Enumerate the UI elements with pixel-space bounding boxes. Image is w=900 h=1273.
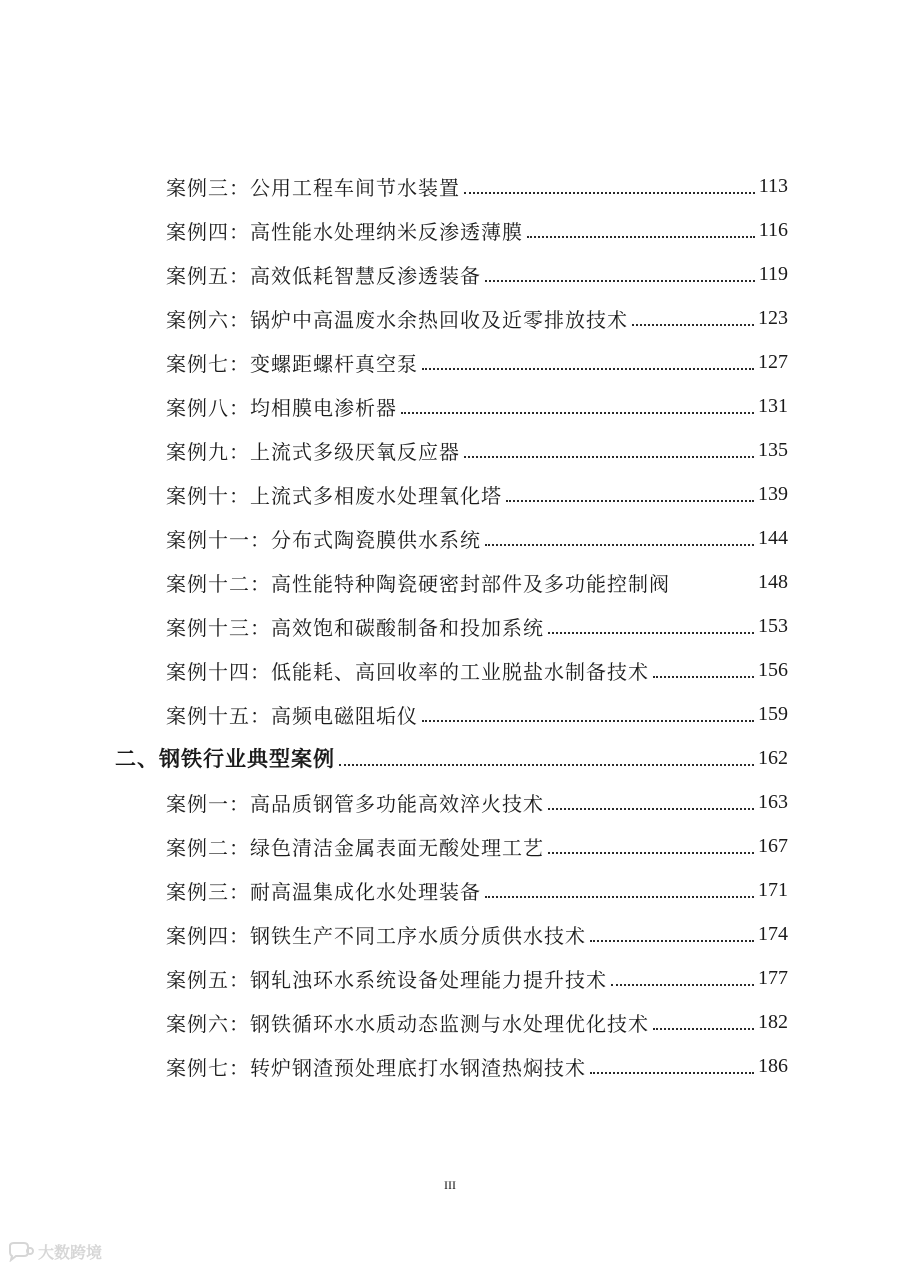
toc-dot-leader — [422, 368, 754, 370]
toc-entry-label: 案例四：高性能水处理纳米反渗透薄膜 — [166, 219, 523, 244]
toc-dot-leader — [464, 456, 754, 458]
toc-case-entry[interactable] — [0, 208, 788, 252]
toc-case-entry[interactable] — [0, 692, 788, 736]
toc-dot-leader — [485, 544, 754, 546]
toc-case-entry[interactable] — [0, 472, 788, 516]
toc-entry-label: 案例三：耐高温集成化水处理装备 — [166, 879, 481, 904]
toc-section-entry[interactable] — [0, 736, 788, 780]
toc-entry-page: 186 — [758, 1054, 788, 1077]
toc-entry-label: 案例十：上流式多相废水处理氧化塔 — [166, 483, 502, 508]
toc-dot-leader — [548, 852, 754, 854]
toc-entry-page: 153 — [758, 614, 788, 637]
toc-dot-leader — [339, 764, 754, 766]
toc-entry-label: 案例十五：高频电磁阻垢仪 — [166, 703, 418, 728]
toc-case-entry[interactable] — [0, 340, 788, 384]
toc-case-entry[interactable] — [0, 428, 788, 472]
toc-dot-leader — [590, 1072, 754, 1074]
table-of-contents — [0, 164, 900, 1088]
toc-entry-page: 162 — [758, 746, 788, 769]
toc-case-entry[interactable] — [0, 868, 788, 912]
toc-entry-page: 156 — [758, 658, 788, 681]
toc-entry-page: 148 — [758, 570, 788, 593]
toc-entry-label: 案例四：钢铁生产不同工序水质分质供水技术 — [166, 923, 586, 948]
toc-entry-page: 163 — [758, 790, 788, 813]
toc-entry-page: 144 — [758, 526, 788, 549]
toc-dot-leader — [401, 412, 754, 414]
toc-entry-label: 案例二：绿色清洁金属表面无酸处理工艺 — [166, 835, 544, 860]
toc-entry-page: 171 — [758, 878, 788, 901]
toc-case-entry[interactable] — [0, 560, 788, 604]
toc-entry-label: 案例八：均相膜电渗析器 — [166, 395, 397, 420]
toc-case-entry[interactable] — [0, 296, 788, 340]
toc-entry-label: 案例七：变螺距螺杆真空泵 — [166, 351, 418, 376]
toc-entry-label: 二、钢铁行业典型案例 — [115, 746, 335, 771]
page-number: III — [444, 1178, 456, 1192]
toc-entry-label: 案例三：公用工程车间节水装置 — [166, 175, 460, 200]
toc-entry-label: 案例十二：高性能特种陶瓷硬密封部件及多功能控制阀 — [166, 571, 670, 596]
toc-case-entry[interactable] — [0, 956, 788, 1000]
toc-entry-label: 案例五：钢轧浊环水系统设备处理能力提升技术 — [166, 967, 607, 992]
toc-dot-leader — [590, 940, 754, 942]
toc-case-entry[interactable] — [0, 648, 788, 692]
toc-entry-page: 127 — [758, 350, 788, 373]
toc-dot-leader — [548, 632, 754, 634]
toc-entry-page: 123 — [758, 306, 788, 329]
toc-entry-label: 案例六：锅炉中高温废水余热回收及近零排放技术 — [166, 307, 628, 332]
watermark-text: 大数跨境 — [38, 1243, 103, 1262]
toc-entry-label: 案例六：钢铁循环水水质动态监测与水处理优化技术 — [166, 1011, 649, 1036]
toc-entry-page: 182 — [758, 1010, 788, 1033]
toc-entry-page: 116 — [758, 218, 788, 241]
toc-dot-leader — [632, 324, 754, 326]
toc-entry-label: 案例十三：高效饱和碳酸制备和投加系统 — [166, 615, 544, 640]
toc-case-entry[interactable] — [0, 1044, 788, 1088]
toc-entry-label: 案例五：高效低耗智慧反渗透装备 — [166, 263, 481, 288]
toc-dot-leader — [527, 236, 755, 238]
toc-dot-leader — [653, 1028, 754, 1030]
toc-dot-leader — [422, 720, 754, 722]
toc-dot-leader — [485, 280, 755, 282]
toc-case-entry[interactable] — [0, 780, 788, 824]
toc-dot-leader — [653, 676, 754, 678]
toc-entry-page: 113 — [758, 174, 788, 197]
chat-logo-icon — [6, 1242, 34, 1262]
toc-entry-page: 177 — [758, 966, 788, 989]
toc-entry-label: 案例十一：分布式陶瓷膜供水系统 — [166, 527, 481, 552]
toc-case-entry[interactable] — [0, 1000, 788, 1044]
toc-entry-page: 159 — [758, 702, 788, 725]
toc-entry-label: 案例九：上流式多级厌氧反应器 — [166, 439, 460, 464]
toc-case-entry[interactable] — [0, 252, 788, 296]
toc-case-entry[interactable] — [0, 604, 788, 648]
watermark — [6, 1240, 102, 1263]
toc-case-entry[interactable] — [0, 824, 788, 868]
toc-case-entry[interactable] — [0, 912, 788, 956]
toc-dot-leader — [611, 984, 754, 986]
toc-case-entry[interactable] — [0, 164, 788, 208]
toc-entry-label: 案例十四：低能耗、高回收率的工业脱盐水制备技术 — [166, 659, 649, 684]
toc-dot-leader — [548, 808, 754, 810]
toc-entry-page: 131 — [758, 394, 788, 417]
toc-entry-page: 135 — [758, 438, 788, 461]
toc-dot-leader — [506, 500, 754, 502]
toc-dot-leader — [464, 192, 755, 194]
toc-case-entry[interactable] — [0, 384, 788, 428]
toc-dot-leader — [485, 896, 754, 898]
toc-entry-page: 167 — [758, 834, 788, 857]
toc-entry-label: 案例一：高品质钢管多功能高效淬火技术 — [166, 791, 544, 816]
toc-entry-label: 案例七：转炉钢渣预处理底打水钢渣热焖技术 — [166, 1055, 586, 1080]
toc-entry-page: 139 — [758, 482, 788, 505]
toc-entry-page: 119 — [758, 262, 788, 285]
toc-case-entry[interactable] — [0, 516, 788, 560]
toc-entry-page: 174 — [758, 922, 788, 945]
